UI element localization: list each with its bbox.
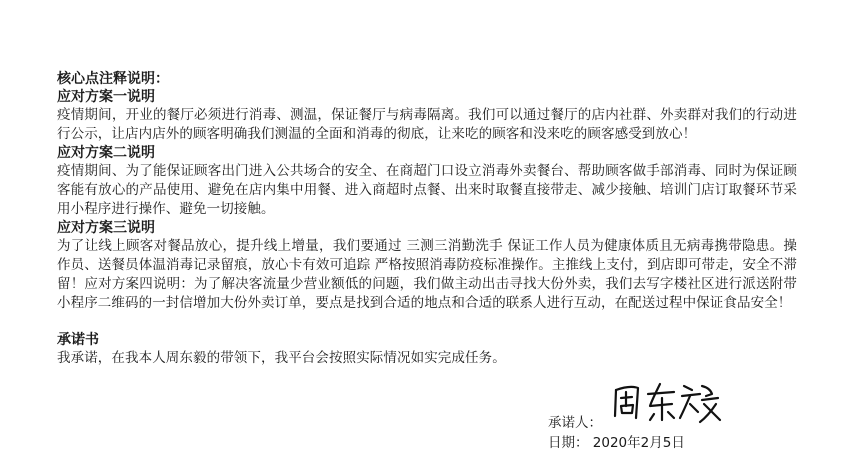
document-body bbox=[57, 70, 797, 368]
plan3-text: 为了让线上顾客对餐品放心，提升线上增量，我们要通过 三测三消勤洗手 保证工作人员为健康体质且无病毒携带隐患。操作员、送餐员体温消毒记录留痕，放心卡有效可追踪 严格按照消毒防疫标准操作。主推线上支付，到店即可带走，安全不滞留！应对方案四说明：为了解决客流量少营业额低的问题，我们做主动出击寻找大份外卖，我们去写字楼社区进行派送附带小程序二维码的一封信增加大份外卖订单，要点是找到合适的地点和合适的联系人进行互动，在配送过程中保证食品安全！ bbox=[57, 238, 797, 311]
plan3-title: 应对方案三说明 bbox=[57, 220, 155, 236]
plan2-text: 疫情期间、为了能保证顾客出门进入公共场合的安全、在商超门口设立消毒外卖餐台、帮助顾客做手部消毒、同时为保证顾客能有放心的产品使用、避免在店内集中用餐、进入商超时点餐、出来时取餐直接带走、减少接触、培训门店订取餐环节采用小程序进行操作、避免一切接触。 bbox=[57, 163, 797, 217]
notes-title: 核心点注释说明： bbox=[57, 71, 169, 87]
pledge-text: 我承诺，在我本人周东毅的带领下，我平台会按照实际情况如实完成任务。 bbox=[57, 350, 506, 366]
section-gap bbox=[57, 313, 797, 331]
plan1-title: 应对方案一说明 bbox=[57, 89, 155, 105]
signer-label: 承诺人： bbox=[548, 415, 602, 431]
plan1-text: 疫情期间，开业的餐厅必须进行消毒、测温，保证餐厅与病毒隔离。我们可以通过餐厅的店内社群、外卖群对我们的行动进行公示，让店内店外的顾客明确我们测温的全面和消毒的彻底，让来吃的顾客和没来吃的顾客感受到放心！ bbox=[57, 107, 797, 142]
date-line: 日期： 2020年2月5日 bbox=[548, 435, 685, 451]
handwritten-signature bbox=[606, 376, 724, 426]
pledge-title: 承诺书 bbox=[57, 332, 99, 348]
plan2-title: 应对方案二说明 bbox=[57, 145, 155, 161]
